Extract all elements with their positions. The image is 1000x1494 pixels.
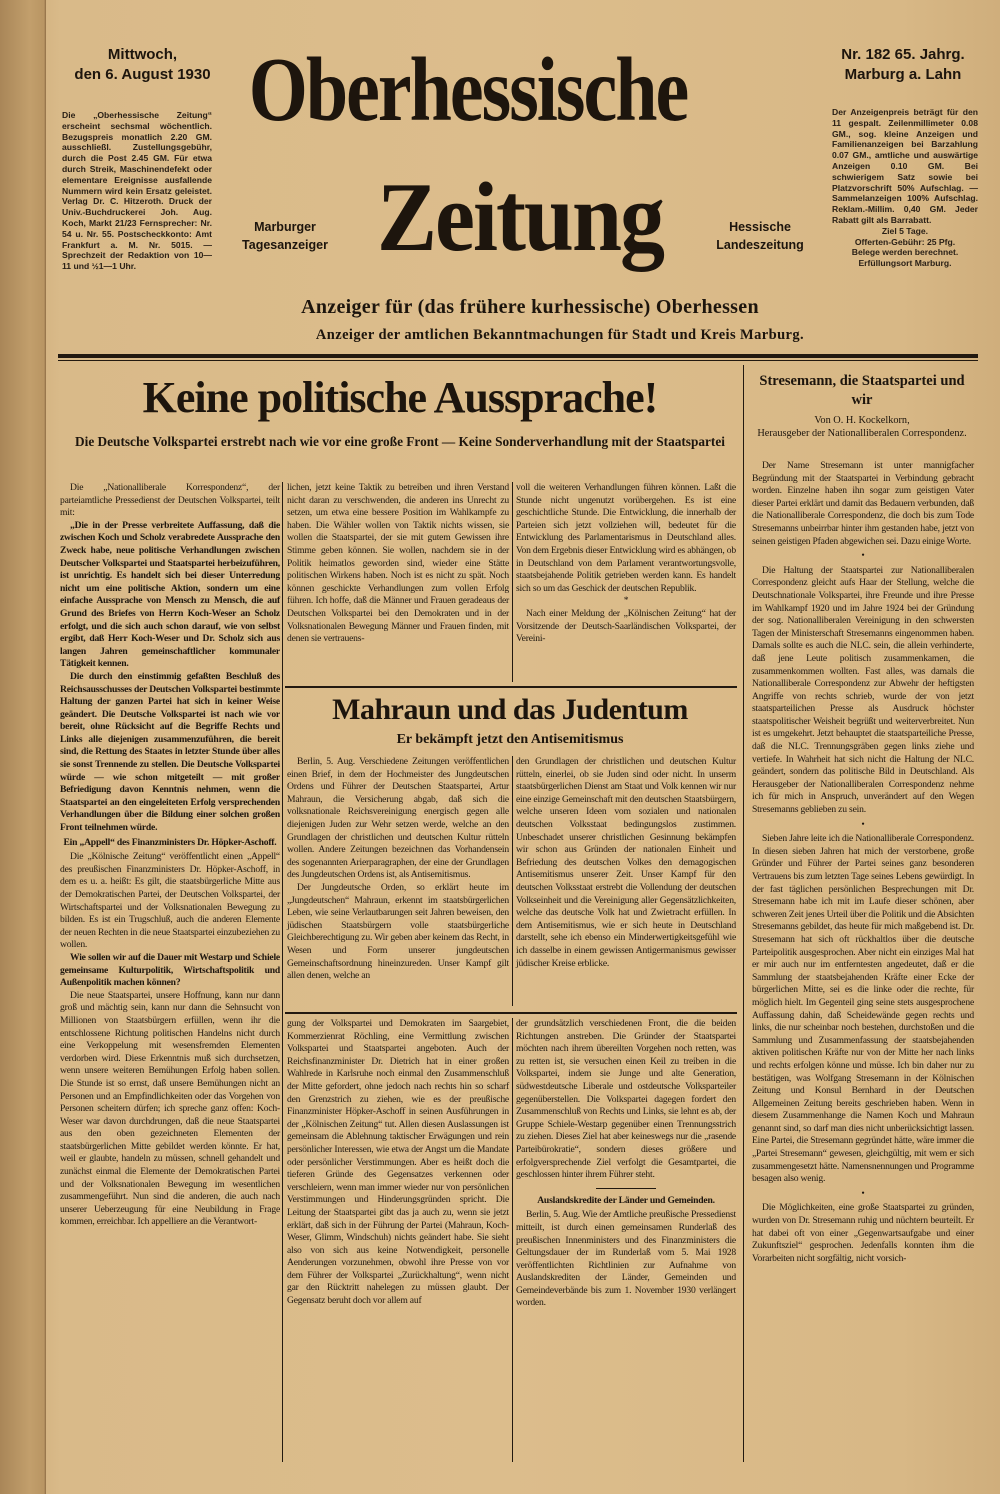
separator-dot: • bbox=[861, 550, 865, 562]
separator-dot: • bbox=[861, 818, 865, 830]
paragraph: Die Haltung der Staatspartei zur Nationalliberalen Correspondenz gleicht aufs Haar der Stellung, welche die Deutschnationale Volkspartei, ihre Freunde und ihre Presse im Wahlkampf 1920 und im Jahre 1924 bei der Gründung der sog. Nationalliberalen Vereinigung in den schwersten Tagen der Ministerschaft Stresemanns eingenommen haben. Damals sollte es auch die NLC. sein, die allein verhinderte, daß jene Leute politisch zusammenkamen, die zusammenkommen wollten. Fast alles, was damals die Nationalliberale Correspondenz zur Abwehr der heftigsten Angriffe von rechts schrieb, wurde der von jetzt staatsparteilichen Presse als Ausdruck höchster staatspolitischer Weisheit begrüßt und weiterverbreitet. Nun ist es umgekehrt. Jetzt behauptet die staatsparteiliche Presse, daß die NLC. Trennungsgräben gegen links ziehe und vertiefe. In Wahrheit hat sich nicht die Haltung der NLC. geändert, sondern das politische Bild in Deutschland. Als Herausgeber der Nationalliberalen Correspondenz nehme ich für mich in Anspruch, unverändert auf den Wegen Stresemanns geblieben zu sein. bbox=[752, 564, 974, 816]
ad-info-line: Belege werden berechnet. bbox=[851, 247, 959, 258]
issue-number: Nr. 182 65. Jahrg. bbox=[841, 46, 965, 63]
section-rule bbox=[285, 686, 737, 688]
main-article-col3-top bbox=[516, 482, 736, 646]
short-rule bbox=[596, 1188, 656, 1189]
paragraph: der grundsätzlich verschiedenen Front, die die beiden Richtungen anstreben. Die Gründer der Staatspartei möchten nach ihrem übereilten Vorgehen noch retten, was zu retten ist, sie versuchen einen Keil zu treiben in die Volkspartei, indem sie Junge und alte Generation, südwestdeutsche Liberale und ostdeutsche Volksparteiler gegenüberstellen. Die Volkspartei dagegen fordert den Zusammenschluß von Rechts und Links, sie lehnt es ab, der Gruppe Schiele-Westarp gegenüber einen Trennungsstrich zu ziehen. Dieses Ziel hat aber keineswegs nur die „rasende Parteibürokratie“, sondern dieses größere und erfolgversprechende Ziel verfolgt die Gesamtpartei, die geschlossen hinter ihrem Führer steht. bbox=[516, 1018, 736, 1181]
adjacent-page-edge bbox=[0, 0, 46, 1494]
paragraph: Der Jungdeutsche Orden, so erklärt heute im „Jungdeutschen“ Mahraun, erkennt im staatsbürgerlichen Leben, wie seine Verlautbarungen seit Jahren beweisen, den jüdischen Staatsbürgern volle staatsbürgerliche Gleichberechtigung zu. Wir geben aber keinem das Recht, in Wesen und Form unserer jungdeutschen Gemeinschaftsordnung hineinzureden. Unser Kampf gilt allen denen, welche an bbox=[287, 881, 509, 982]
right-label-line: Hessische bbox=[729, 220, 791, 234]
stresemann-headline: Stresemann, die Staatspartei und wir bbox=[759, 373, 965, 408]
date: den 6. August 1930 bbox=[74, 66, 211, 83]
mahraun-headline: Mahraun und das Judentum bbox=[332, 693, 688, 726]
mahraun-subheadline: Er bekämpft jetzt den Antisemitismus bbox=[396, 732, 624, 747]
kredite-headline: Auslandskredite der Länder und Gemeinden. bbox=[537, 1194, 715, 1206]
left-label-line: Tagesanzeiger bbox=[242, 238, 328, 252]
mahraun-col-b bbox=[516, 756, 736, 970]
masthead-rule-thin bbox=[58, 360, 978, 361]
paragraph: lichen, jetzt keine Taktik zu betreiben und ihren Verstand nicht daran zu verschwenden, die anderen ins Unrecht zu setzen, um etwa eine bessere Position im Wahlkampfe zu haben. Die Wähler wollen von Taktik nichts wissen, sie wollen die Staatspartei, der sie mit gutem Gewissen ihre Stimme geben können. Sie wollen, nachdem sie in der Politik heimatlos geworden sind, wieder eine Stätte politischen Wirkens haben. Noch ist es nicht zu spät. Noch können geschickte Verhandlungen zum vollen Erfolg führen. Ich hoffe, daß die Männer und Frauen geradeaus der Deutschen Volkspartei bei den Demokraten und in der Volksnationalen Bewegung Männer und Frauen finden, mit denen sie vertrauens- bbox=[287, 482, 509, 645]
section-subhead: Ein „Appell“ des Finanzministers Dr. Höpker-Aschoff. bbox=[63, 836, 277, 848]
main-article-col2-top bbox=[287, 482, 509, 646]
masthead-subtitle-2: Anzeiger der amtlichen Bekanntmachungen für Stadt und Kreis Marburg. bbox=[315, 327, 805, 343]
right-label-line: Landeszeitung bbox=[716, 238, 804, 252]
main-subheadline: Die Deutsche Volkspartei erstrebt nach wie vor eine große Front — Keine Sonderverhandlung mit der Staatspartei bbox=[75, 434, 725, 449]
left-label-line: Marburger bbox=[254, 220, 316, 234]
weekday: Mittwoch, bbox=[107, 46, 178, 63]
column-rule bbox=[743, 365, 744, 1462]
paragraph: „Die in der Presse verbreitete Auffassung, daß die zwischen Koch und Scholz verabredete Aussprache den Zweck habe, neue politische Verhandlungen zwischen Deutscher Volkspartei und Staatspartei herbeizuführen, ist unrichtig. Es handelt sich bei dieser Unterredung nicht um eine politische Aktion, sondern um eine einfache Aussprache von Mensch zu Mensch, die auf Grund des Briefes von Herrn Koch-Weser an Scholz erfolgt, und die sich auch schon darauf, wie von selbst ergibt, daß Herr Koch-Weser und Dr. Scholz sich aus langen Jahren gemeinschaftlicher kommunaler Tätigkeit kennen. bbox=[60, 519, 280, 670]
column-rule bbox=[512, 756, 513, 1006]
section-rule bbox=[285, 1012, 737, 1014]
date-block bbox=[60, 45, 225, 85]
stresemann-article bbox=[752, 460, 974, 1265]
byline-author: Von O. H. Kockelkorn, bbox=[814, 415, 910, 426]
paragraph: Der Name Stresemann ist unter mannigfacher Begründung mit der Staatspartei in Verbindung gebracht worden. Einzelne haben ihn sogar zum geistigen Vater dieser Partei erklärt und damit das Bedauern verbunden, daß die Nationalliberale Correspondenz, die doch bis zum Tode Stresemanns unbeirrbar hinter ihm gestanden habe, jetzt von seinen geistigen Pfaden abgewichen sei. Dazu einige Worte. bbox=[752, 460, 974, 547]
ad-info-line: Ziel 5 Tage. bbox=[881, 225, 929, 236]
separator-star: * bbox=[623, 595, 629, 607]
stresemann-byline bbox=[752, 414, 972, 440]
masthead-title-line2: Zeitung bbox=[376, 163, 664, 272]
ad-info-line: Erfüllungsort Marburg. bbox=[858, 258, 952, 269]
column-rule bbox=[282, 482, 283, 1462]
issue-block bbox=[828, 45, 978, 85]
paragraph: Die durch den einstimmig gefaßten Beschluß des Reichsausschusses der Deutschen Volkspartei bestimmte Haltung der ganzen Partei hat sich in keiner Weise geändert. Die Deutsche Volkspartei ist nach wie vor bereit, ohne Rücksicht auf die Begriffe Rechts und Links alle diejenigen zusammenzuführen, die bereit sind, die Rettung des Staates in letzter Stunde über alles sie sonst Trennende zu stellen. Die Deutsche Volkspartei würde — wie schon mitgeteilt — mit großer Befriedigung davon Kenntnis nehmen, wenn die Staatspartei an den eingeleiteten Erfolg versprechenden Verhandlungen über die Bildung einer solchen großen Front teilnehmen würde. bbox=[60, 670, 281, 834]
masthead-rule bbox=[58, 354, 978, 358]
main-headline: Keine politische Aussprache! bbox=[142, 373, 658, 422]
paragraph: Nach einer Meldung der „Kölnischen Zeitung“ hat der Vorsitzende der Deutsch-Saarländischen Volkspartei, der Vereini- bbox=[516, 607, 736, 645]
subscription-info: Die „Oberhessische Zeitung“ erscheint sechsmal wöchentlich. Bezugspreis monatlich 2.20 GM. ausschließl. Zustellungsgebühr, durch die Post 2.45 GM. Für etwa durch Streik, Maschinendefekt oder elementare Ereignisse ausfallende Nummern wird kein Ersatz geleistet. Verlag Dr. C. Hitzeroth. Druck der Univ.-Buchdruckerei Joh. Aug. Koch, Markt 21/23 Fernsprecher: Nr. 54 u. Nr. 55. Postscheckkonto: Amt Frankfurt a. M. Nr. 5015. — Sprechzeit der Redaktion von 10—11 und ½1—1 Uhr. bbox=[62, 110, 212, 272]
ad-price-text: Der Anzeigenpreis beträgt für den 11 gespalt. Zeilenmillimeter 0.08 GM., sog. kleine Anzeigen und Familienanzeigen bei Barzahlung 0.07 GM., amtliche und auswärtige Anzeigen 0.10 GM. Bei schwierigem Satz sowie bei Platzvorschrift 50% Aufschlag. — Sammelanzeigen 100% Aufschlag. Reklam.-Millim. 0,40 GM. Jeder Rabatt gilt als Barrabatt. bbox=[832, 107, 978, 225]
paragraph: Die „Kölnische Zeitung“ veröffentlicht einen „Appell“ des preußischen Finanzministers Dr. Höpker-Aschoff, in dem es u. a. heißt: Es gilt, die staatsbürgerliche Mitte aus der Demokratischen Partei, der Deutschen Volkspartei, der Wirtschaftspartei und der Volksnationalen Bewegung zu bilden. Es ist ein Trugschluß, auch die anderen Elemente der neuen Rechten in die neue Staatspartei einzubeziehen zu wollen. bbox=[60, 851, 280, 951]
masthead-title-line1: Oberhessische bbox=[248, 39, 688, 141]
paragraph: Wie sollen wir auf die Dauer mit Westarp und Schiele gemeinsame Kulturpolitik, Wirtschaftspolitik und Außenpolitik machen können? bbox=[60, 951, 280, 989]
paragraph: Sieben Jahre leite ich die Nationalliberale Correspondenz. In diesen sieben Jahren hat mich der verstorbene, große Gründer und Führer der Partei seines ganz besonderen Vertrauens bis zum letzten Tage seines Lebens gewürdigt. In der fast täglichen persönlichen Besprechungen mit Dr. Stresemann habe ich mit im Laufe dieser schönen, aber schweren Zeit jenes Urteil über die Politik und die Absichten Stresemanns gebildet, das heute für mich maßgebend ist. Dr. Stresemann hat sich oft rückhaltlos über die deutsche Parteipolitik ausgesprochen. Aber nicht ein einziges Mal hat er mir auch nur im entferntesten angedeutet, daß er die Sammlung der staatsbejahenden Kräfte einer Ecke der bürgerlichen Mitte, sei es die linke oder die rechte, für möglich hielt. Im Gegenteil ging seine stets ausgesprochene Auffassung dahin, daß Scheidewände gegen rechts und links, die nur scheinbar noch bestehen, durchstoßen und die Sammlung und Zusammenfassung der staatsbejahenden aktiven politischen Kräfte nur von der Mitte her nach links und rechts erfolgen könne und müsse. Ich bin daher nur zu bestätigen, was Wolfgang Stresemann in der Kölnischen Zeitung und Konsul Bernhard in der Deutschen Allgemeinen Zeitung bereits geschrieben haben. Wenn in diesem Zusammenhange die Namen Koch und Mahraun genannt sind, so darf man dies nicht unberücksichtigt lassen. Eine Partei, die Stresemann gegründet hätte, wäre immer die „Partei Stresemann“ gewesen, gleichgültig, mit wem er sich zusammengesetzt hätte. Namensnennungen und Programme besagen also wenig. bbox=[752, 833, 974, 1185]
masthead-right-label bbox=[705, 218, 815, 254]
paragraph: Berlin, 5. Aug. Verschiedene Zeitungen veröffentlichen einen Brief, in dem der Hochmeister des Jungdeutschen Ordens und Führer der Deutschen Staatspartei, Artur Mahraun, die Versicherung abgab, daß sich die volksnationale Reichsvereinigung energisch gegen alle diejenigen Juden zur Wehr setzen werde, welche an den Grundlagen der christlichen und deutschen Kultur rütteln wollen. Andere Zeitungen bezeichnen das Vorhandensein des sogenannten Arierparagraphen, der eine der Grundlagen des Jungdeutschen Ordens ist, als Antisemitismus. bbox=[287, 756, 509, 881]
main-article-col2-bottom bbox=[287, 1018, 509, 1308]
main-article-col3-bottom bbox=[516, 1018, 736, 1310]
main-article-col1 bbox=[60, 482, 280, 1229]
paragraph: Die „Nationalliberale Korrespondenz“, der parteiamtliche Pressedienst der Deutschen Volkspartei, teilt mit: bbox=[60, 482, 280, 519]
byline-role: Herausgeber der Nationalliberalen Correspondenz. bbox=[757, 428, 967, 439]
paragraph: gung der Volkspartei und Demokraten im Saargebiet, Kommerzienrat Röchling, eine Vermittlung zwischen Volkspartei und Staatspartei angeboten. Auch der Reichsfinanzminister Dr. Dietrich hat in einer großen Wahlrede in Karlsruhe noch einmal den Zusammenschluß der Mitte gefordert, ohne jedoch nach rechts hin so scharf den Grenzstrich zu ziehen, wie es der preußische Finanzminister Höpker-Aschoff in seinen Ausführungen in der „Kölnischen Zeitung“ tut. Allen diesen Auslassungen ist gemeinsam die Ablehnung taktischer Erwägungen und rein persönlicher Interessen, wie etwa der Angst um die Mandate oder persönlicher Verstimmungen. Aber es heißt doch die tieferen Gründe des Gegensatzes verkennen oder verschleiern, wenn man immer wieder nur von persönlichen Verstimmungen und Hinderungsgründen spricht. Die Leitung der Staatspartei gibt das ja auch zu, wenn sie jetzt erklärt, daß sich in der Führung der Partei (Mahraun, Koch-Weser, Glimm, Windschuh) nichts geändert habe. Sie sieht also von sich aus keine Notwendigkeit, personelle Aenderungen vorzunehmen, obwohl ihre Presse von vor dem Führer der Volkspartei „Zurückhaltung“, wenn nicht gar den Rücktritt nahelegen zu müssen glaubt. Der Gegensatz beruht doch vor allem auf bbox=[287, 1018, 509, 1307]
paragraph: voll die weiteren Verhandlungen führen können. Laßt die Stunde nicht ungenutzt vorübergehen. Es ist eine geschichtliche Stunde. Die Entwicklung, die innerhalb der Parteien sich jetzt vollziehen will, bedeutet für die Entwicklung des Parlamentarismus in Deutschland alles. Von dem Ergebnis dieser Entwicklung wird es abhängen, ob in Deutschland von dem Parlament verantwortungsvolle, staatsbejahende Politik getrieben werden kann. Es handelt sich so um das Geschick der deutschen Republik. bbox=[516, 482, 736, 594]
place: Marburg a. Lahn bbox=[844, 66, 962, 83]
ad-price-info bbox=[832, 107, 978, 269]
mahraun-col-a bbox=[287, 756, 509, 983]
paragraph: Die Möglichkeiten, eine große Staatspartei zu gründen, wurden von Dr. Stresemann ruhig und nüchtern beurteilt. Er hat dabei oft von einer „Gegenwartsaufgabe und einer Zukunftsziel“ gesprochen. Jedenfalls konnten ihm die Vorarbeiten nicht sorgfältig, nicht vorsich- bbox=[752, 1202, 974, 1264]
ad-info-line: Offerten-Gebühr: 25 Pfg. bbox=[854, 236, 956, 247]
column-rule bbox=[512, 482, 513, 682]
separator-dot: • bbox=[861, 1187, 865, 1199]
masthead-subtitle: Anzeiger für (das frühere kurhessische) Oberhessen bbox=[301, 296, 759, 318]
paragraph: den Grundlagen der christlichen und deutschen Kultur rütteln, einerlei, ob sie Juden sind oder nicht. In unserm staatsbürgerlichen Dienst am Staat und Volk kennen wir nur eine einzige Gemeinschaft mit den deutschen Staatsbürgern, welche unseren Ideen vom sozialen und nationalen deutschen Volksstaat bedingungslos zustimmen. Unbeschadet unserer christlichen Gesinnung bekämpfen wir schon aus Gründen der nationalen Einheit und Befriedung des deutschen Volkes den demagogischen Antisemitismus unserer Zeit. Unser Kampf für den deutschen Volksstaat erstrebt die Vollendung der deutschen Volkseinheit und die Vereinigung aller Gegensätzlichkeiten, welche das deutsche Volk hat und Zwietracht erfüllen. In dem Antisemitismus, wie er sich heute in Deutschland darstellt, sehe ich ebenso ein Minderwertigkeitsgefühl wie ich dasselbe in einem gewissen Antigermanismus gewisser jüdischer Kreise erblicke. bbox=[516, 756, 736, 969]
column-rule bbox=[512, 1018, 513, 1462]
paragraph: Berlin, 5. Aug. Wie der Amtliche preußische Pressedienst mitteilt, ist durch einen gemeinsamen Runderlaß des preußischen Innenministers und des Finanzministers die Geltungsdauer der im Runderlaß vom 5. Mai 1928 veröffentlichten Richtlinien zur Aufnahme von Auslandskrediten der Länder, Gemeinden und Gemeindeverbände bis zum 1. November 1930 verlängert worden. bbox=[516, 1209, 736, 1309]
masthead-left-label bbox=[230, 218, 340, 254]
paragraph: Die neue Staatspartei, unsere Hoffnung, kann nur dann groß und mächtig sein, kann nur dann die Sehnsucht von Millionen von Staatsbürgern erfüllen, wenn ihr die entschlossene Richtung politischen Handelns nicht durch eine Verkoppelung mit wesensfremden Elementen verdorben wird. Diese Erkenntnis muß sich durchsetzen, wenn unsere weiteren Bemühungen Erfolg haben sollen. Die Stunde ist so ernst, daß unsere Bemühungen nicht an Personen und an Empfindlichkeiten oder das Vorgehen von Personen scheitern dürfen; ich spreche ganz offen: Koch-Weser war davon durchdrungen, daß die neue Staatspartei aus den oben gezeichneten Elementen der staatsbürgerlichen Mitte gebildet werden könnte. Er hat, weil er glaubte, handeln zu müssen, schnell gehandelt und zunächst einmal die Elemente der Demokratischen Partei und der Volksnationalen Bewegung im wesentlichen zusammengeführt. Nun sind die anderen, die auch nach unserer Ueberzeugung für eine Neubildung in Frage kommen, erreichbar. Ich appelliere an die Verantwort- bbox=[60, 989, 280, 1228]
